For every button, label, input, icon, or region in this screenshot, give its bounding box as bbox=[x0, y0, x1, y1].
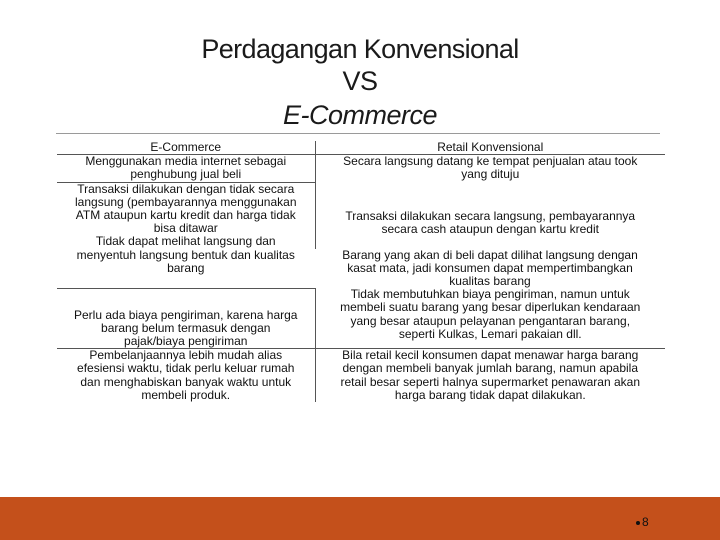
cell-e-commerce bbox=[57, 288, 315, 349]
table-row bbox=[57, 349, 665, 402]
cell-line: kualitas barang bbox=[449, 273, 531, 288]
cell-line: barang bbox=[167, 260, 205, 275]
cell-line: ATM ataupun kartu kredit dan harga tidak bbox=[75, 208, 296, 223]
slide-title-line-1: Perdagangan Konvensional bbox=[201, 34, 519, 64]
cell-line: penghubung jual beli bbox=[130, 167, 242, 182]
page-number-value: 8 bbox=[642, 515, 649, 529]
cell-line: Perlu ada biaya pengiriman, karena harga bbox=[74, 307, 298, 322]
cell-e-commerce bbox=[57, 155, 315, 182]
cell-line: retail besar seperti halnya supermarket penawaran akan bbox=[340, 374, 640, 389]
cell-line: pajak/biaya pengiriman bbox=[124, 334, 248, 349]
footer-bar bbox=[0, 497, 720, 540]
cell-line: barang belum termasuk dengan bbox=[101, 320, 271, 335]
slide-title-line-3: E-Commerce bbox=[282, 100, 438, 130]
cell-line: efesiensi waktu, tidak perlu keluar rumah bbox=[77, 361, 295, 376]
cell-retail bbox=[315, 249, 665, 289]
cell-line: Bila retail kecil konsumen dapat menawar harga barang bbox=[342, 348, 639, 363]
cell-e-commerce bbox=[57, 349, 315, 402]
cell-line: dengan membeli banyak jumlah barang, namun apabila bbox=[342, 361, 639, 376]
cell-e-commerce bbox=[57, 182, 315, 288]
cell-spacer bbox=[320, 182, 662, 195]
table-row bbox=[57, 155, 665, 182]
page-number bbox=[636, 515, 649, 529]
cell-line: Tidak membutuhkan biaya pengiriman, namun untuk bbox=[350, 287, 630, 302]
slide-title-line-2: VS bbox=[342, 66, 378, 96]
bullet-icon bbox=[636, 521, 640, 525]
title-divider bbox=[56, 133, 660, 134]
cell-line: dan menghabiskan banyak waktu untuk bbox=[80, 374, 292, 389]
cell-spacer bbox=[320, 237, 662, 249]
cell-line: Transaksi dilakukan dengan tidak secara bbox=[77, 181, 295, 196]
comparison-table bbox=[57, 141, 665, 402]
cell-line: seperti Kulkas, Lemari pakaian dll. bbox=[398, 326, 582, 341]
table-header-row bbox=[57, 141, 665, 155]
table-row bbox=[57, 288, 665, 349]
cell-retail bbox=[315, 288, 665, 349]
cell-line: yang besar ataupun pelayanan pengantaran barang, bbox=[350, 313, 631, 328]
cell-line: langsung (pembayarannya menggunakan bbox=[75, 194, 297, 209]
cell-retail bbox=[315, 349, 665, 402]
cell-line: harga barang tidak dapat dilakukan. bbox=[394, 387, 586, 402]
cell-line: kasat mata, jadi konsumen dapat mempertimbangkan bbox=[347, 260, 633, 275]
cell-spacer bbox=[61, 289, 311, 309]
cell-line: Secara langsung datang ke tempat penjualan atau took bbox=[343, 154, 638, 169]
cell-line: membeli suatu barang yang besar diperlukan kendaraan bbox=[340, 300, 641, 315]
header-retail-konvensional: Retail Konvensional bbox=[315, 141, 665, 155]
cell-line: membeli produk. bbox=[141, 387, 231, 402]
cell-line: Pembelanjaannya lebih mudah alias bbox=[89, 348, 283, 363]
cell-line: bisa ditawar bbox=[153, 221, 218, 236]
cell-spacer bbox=[320, 195, 662, 210]
cell-retail bbox=[315, 182, 665, 248]
cell-line: menyentuh langsung bentuk dan kualitas bbox=[76, 247, 295, 262]
cell-line: Tidak dapat melihat langsung dan bbox=[95, 234, 276, 249]
cell-line: yang dituju bbox=[461, 167, 520, 182]
cell-line: Transaksi dilakukan secara langsung, pembayarannya bbox=[345, 209, 636, 224]
header-e-commerce: E-Commerce bbox=[150, 140, 222, 154]
table-row bbox=[57, 182, 665, 248]
cell-line: secara cash ataupun dengan kartu kredit bbox=[381, 222, 599, 237]
cell-retail bbox=[315, 155, 665, 182]
cell-line: Menggunakan media internet sebagai bbox=[85, 154, 287, 169]
cell-line: Barang yang akan di beli dapat dilihat langsung dengan bbox=[342, 247, 638, 262]
